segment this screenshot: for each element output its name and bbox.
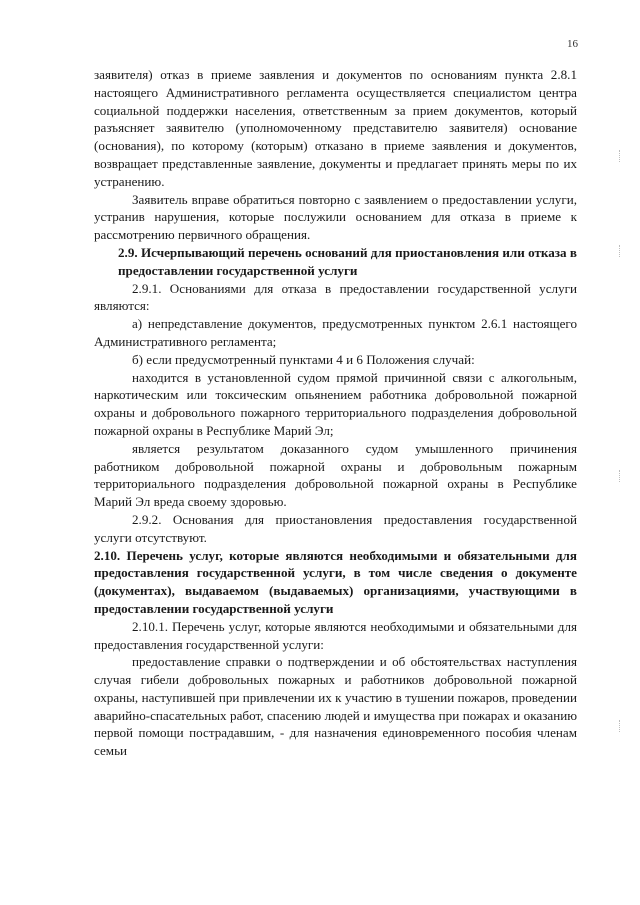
paragraph-2-9-2: 2.9.2. Основания для приостановления предоставления государственной услуги отсутствуют. <box>94 511 577 545</box>
scan-edge-mark <box>619 720 622 732</box>
document-body <box>94 66 577 760</box>
paragraph-continuation: заявителя) отказ в приеме заявления и документов по основаниям пункта 2.8.1 настоящего Административного регламента осуществляется специалистом центра социальной поддержки населения, ответственным за прием документов, который разъясняет заявителю (уполномоченному представителю заявителя) основание (основания), по которому (которым) отказано в приеме заявления и документов, возвращает представленные заявление, документы и предлагает принять меры по их устранению. <box>94 67 577 189</box>
paragraph-certificate: предоставление справки о подтверждении и об обстоятельствах наступления случая гибели добровольных пожарных и работников добровольной пожарной охраны, наступившей при привлечении их к участию в тушении пожаров, проведении аварийно-спасательных работ, спасению людей и имущества при пожарах и оказанию первой помощи пострадавшим, - для назначения единовременного пособия членам семьи <box>94 654 577 759</box>
scan-edge-mark <box>619 470 622 482</box>
paragraph-item-b: б) если предусмотренный пунктами 4 и 6 Положения случай: <box>132 351 475 367</box>
paragraph-item-a: а) непредставление документов, предусмотренных пунктом 2.6.1 настоящего Административного регламента; <box>94 316 577 349</box>
heading-section-2-10: 2.10. Перечень услуг, которые являются необходимыми и обязательными для предоставления государственной услуги, в том числе сведения о документе (документах), выдаваемом (выдаваемых) организациями, участвующими в предоставлении государственной услуги <box>94 547 577 616</box>
paragraph-2-9-1: 2.9.1. Основаниями для отказа в предоставлении государственной услуги являются: <box>94 280 577 314</box>
scan-edge-mark <box>619 150 622 162</box>
heading-section-2-9: 2.9. Исчерпывающий перечень оснований для приостановления или отказа в предоставлении государственной услуги <box>118 244 577 278</box>
paragraph-item-b-case-2: является результатом доказанного судом умышленного причинения работником добровольной пожарной охраны и добровольным пожарным территориального подразделения добровольной пожарной охраны в Республике Марий Эл вреда своему здоровью. <box>94 440 577 510</box>
page-number: 16 <box>567 38 578 50</box>
paragraph-2-10-1: 2.10.1. Перечень услуг, которые являются необходимыми и обязательными для предоставления государственной услуги: <box>94 618 577 652</box>
scan-edge-mark <box>619 245 622 257</box>
paragraph-reapply: Заявитель вправе обратиться повторно с заявлением о предоставлении услуги, устранив нарушения, которые послужили основанием для отказа в приеме к рассмотрению первичного обращения. <box>94 191 577 243</box>
paragraph-item-b-case-1: находится в установленной судом прямой причинной связи с алкогольным, наркотическим или токсическим опьянением работника добровольной пожарной охраны и добровольного пожарного территориального подразделения добровольной пожарной охраны в Республике Марий Эл; <box>94 369 577 438</box>
